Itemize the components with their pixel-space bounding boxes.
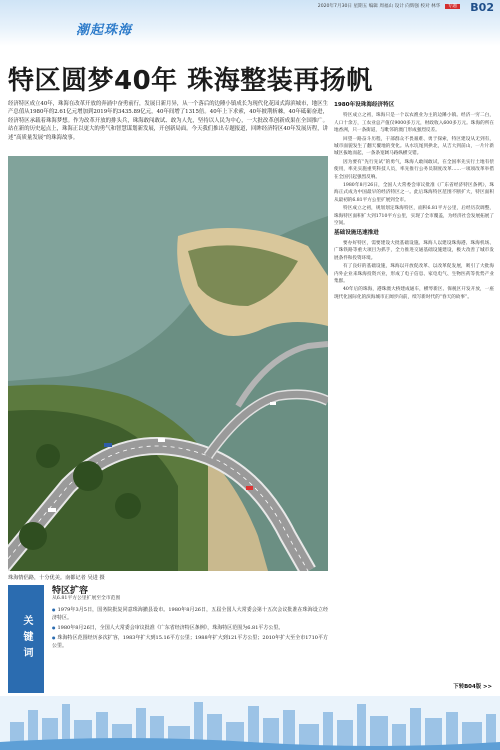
city-skyline-graphic <box>0 696 500 750</box>
sidebar-section2-title: 基础设施迅速推进 <box>334 229 379 236</box>
sidebar-paragraph: 因为要有“先行先试”的勇气，珠海人敢闯敢试，在全国率先实行土地有偿使用，率先实施重奖科技人员，率先推行公务员制度改革……一项项改革举措在全国引起强烈反响。 <box>334 159 494 180</box>
keyword-item: ● 珠海特区范围经历多次扩容，1983年扩大到15.16平方公里；1988年扩大到121平方公里；2010年扩大至全市1710平方公里。 <box>52 634 328 650</box>
sidebar-paragraph: 特区成立之初，规划划定珠海特区，面积6.81平方公里，后经历次调整，珠海特区面积扩大到1710平方公里，实现了全市覆盖，为经济社会发展拓展了空间。 <box>334 206 494 227</box>
keyword-list <box>52 606 328 650</box>
keyword-kicker: 从6.81平方公里扩展至全市范围 <box>52 596 121 601</box>
aerial-photo <box>8 156 328 571</box>
masthead-title: 潮起珠海 <box>76 23 133 38</box>
keyword-label: 关键词 <box>8 585 44 693</box>
sidebar-section1-title: 1980年设珠海经济特区 <box>334 102 395 108</box>
sidebar-column <box>334 100 494 302</box>
coastal-road-illustration <box>8 156 328 571</box>
photo-caption: 珠海情侣路，十分优美。南都记者 吴进 摄 <box>8 575 105 581</box>
sidebar-paragraph: 有了良好的基础设施，珠海以开放促改革、以改革促发展，吸引了大批海内外企业来珠海投资兴业，形成了电子信息、家电电气、生物医药等优势产业集群。 <box>334 264 494 284</box>
meta-text: 2020年7月30日 星期五 编辑 周福山 设计 向辉强 校对 林华 <box>317 4 441 9</box>
continued-link[interactable]: 下转B04版 >> <box>453 684 492 690</box>
keyword-title: 特区扩容 <box>52 586 89 596</box>
keyword-body <box>52 587 328 652</box>
sidebar-paragraph: 40年后的珠海，港珠澳大桥建成通车，横琴新区、保税区开发开放，一座现代化国际化的滨海城市正阔步向前，续写新时代的“春天的故事”。 <box>334 287 494 300</box>
keyword-box <box>8 585 328 693</box>
lead-paragraph: 经济特区成立40年，珠海在改革开放的奔涌中奋勇前行，发展日新月异，从一个落后的边陲小镇成长为现代化花园式海滨城市，地区生产总值从1980年的2.61亿元增加到2019年的3435.89亿元，40年间增了1315倍。40年上下求索，40年披荆斩棘，40年砥砺奋进，经济特区承载着珠海梦想。作为改革开放的排头兵，珠海敢闯敢试、敢为人先，坚持以人民为中心，一大批改革创新成果在全国推广。站在新的历史起点上，珠海正以更大的勇气和智慧谋划新发展，开创新局面。今天我们推出专题报道，回眸经济特区40年发展历程，讲述“高质量发展”的珠海故事。 <box>8 101 328 141</box>
sidebar-paragraph: 回望一路奋斗历程，干部群众不畏艰难、勇于探索，特区建设从无到有，城市面貌发生了翻天覆地的变化。从水坑尾到拱北，从吉大到前山，一片片新城区拔地而起，一条条宽阔马路纵横交错。 <box>334 136 494 157</box>
sidebar-paragraph: 特区成立之初，珠海只是一个以农渔业为主的边陲小镇。经济一穷二白，人口十余万，工农业总产值仅9000多万元，财政收入600多万元。珠海的所在地香洲，只一条街道，与毗邻的澳门形成强烈反差。 <box>334 113 494 134</box>
page-meta <box>318 3 460 9</box>
headline: 特区圆梦40年 珠海整装再扬帆 <box>8 66 373 96</box>
sidebar-paragraph: 要办好特区，需要建设大批基础设施。珠海人以建设珠海港、珠海机场、广珠铁路等重大项目为抓手，全力推进交通基础设施建设，极大改善了城市发展条件和投资环境。 <box>334 240 494 261</box>
section-tag: 专题 <box>445 4 460 9</box>
skyline-footer <box>0 696 500 750</box>
keyword-item: ● 1979年3月5日，国务院批复同意珠海撤县设市。1980年8月26日，五届全国人大常委会第十五次会议批准在珠海设立经济特区。 <box>52 606 328 622</box>
keyword-item: ● 1980年8月26日，全国人大常委会审议批准《广东省经济特区条例》，珠海特区范围为6.81平方公里。 <box>52 624 328 632</box>
page-number: B02 <box>470 1 494 14</box>
sidebar-paragraph: 1980年8月26日，全国人大常委会审议批准《广东省经济特区条例》，珠海正式成为中国最早的经济特区之一。此后珠海特区范围不断扩大，特区面积从最初的6.81平方公里扩展到全市。 <box>334 183 494 203</box>
